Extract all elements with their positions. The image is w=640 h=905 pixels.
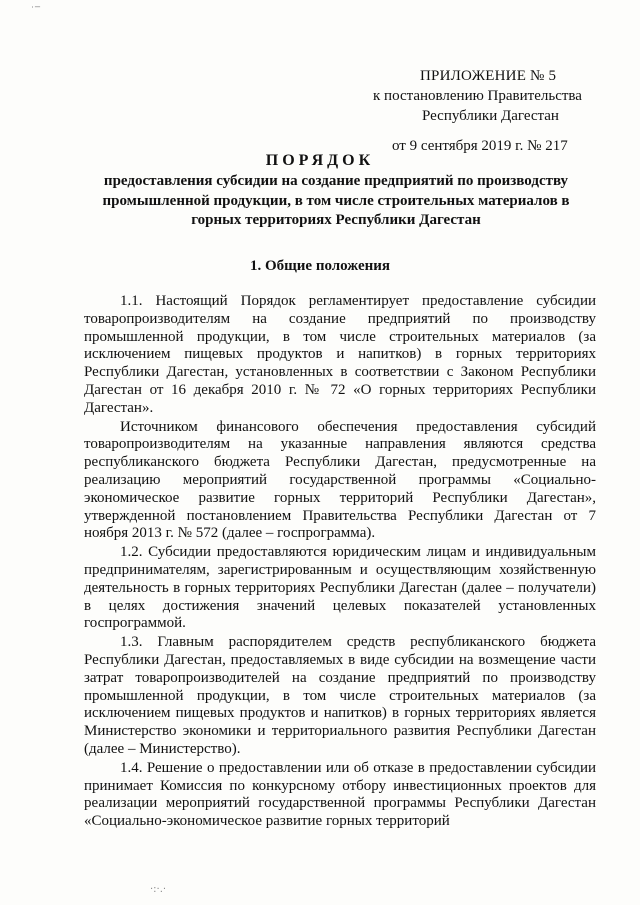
paragraph-1-3: 1.3. Главным распорядителем средств республиканского бюджета Республики Дагестан, предоставляемых в виде субсидии на возмещение части затрат товаропроизводителей на создание предприятий по производству промышленной продукции, в том числе строительных материалов (за исключением пищевых продуктов и напитков) в горных территориях является Министерство экономики и территориального развития Республики Дагестан (далее – Министерство). [84, 634, 596, 757]
appendix-reference: к постановлению Правительства [373, 88, 582, 104]
scan-artifact-dots: ·:·.· [150, 884, 167, 895]
appendix-date: от 9 сентября 2019 г. № 217 [392, 138, 568, 154]
section-heading: 1. Общие положения [249, 258, 391, 274]
appendix-republic: Республики Дагестан [422, 108, 559, 124]
paragraph-1-1: 1.1. Настоящий Порядок регламентирует предоставление субсидии товаропроизводителям на создание предприятий по производству промышленной продукции, в том числе строительных материалов (за исключением пищевых продуктов и напитков) в горных территориях Республики Дагестан, установленных в соответствии с Законом Республики Дагестан от 16 декабря 2010 г. № 72 «О горных территориях Республики Дагестан». [84, 293, 596, 416]
document-title: ПОРЯДОК [265, 152, 375, 169]
document-body [84, 293, 596, 831]
document-subtitle: предоставления субсидии на создание предприятий по производству промышленной продукции, в том числе строительных материалов в горных территориях Республики Дагестан [102, 173, 570, 228]
approval-block [365, 66, 605, 156]
paragraph-funding-source: Источником финансового обеспечения предоставления субсидий товаропроизводителям на указанные направления являются средства республиканского бюджета Республики Дагестан, предусмотренные на реализацию мероприятий государственной программы «Социально-экономическое развитие горных территорий Республики Дагестан», утвержденной постановлением Правительства Республики Дагестан от 7 ноября 2013 г. № 572 (далее – госпрограмма). [84, 418, 596, 542]
paragraph-1-2: 1.2. Субсидии предоставляются юридическим лицам и индивидуальным предпринимателям, зарегистрированным и осуществляющим хозяйственную деятельность в горных территориях Республики Дагестан (далее – получатели) в целях достижения значений целевых показателей установленных госпрограммой. [84, 544, 596, 632]
paragraph-1-4: 1.4. Решение о предоставлении или об отказе в предоставлении субсидии принимает Комиссия по конкурсному отбору инвестиционных проектов для реализации мероприятий государственной программы Республики Дагестан «Социально-экономическое развитие горных территорий [84, 759, 596, 830]
scan-artifact-mark: ˙‾ [30, 6, 40, 17]
appendix-number: ПРИЛОЖЕНИЕ № 5 [420, 68, 557, 84]
